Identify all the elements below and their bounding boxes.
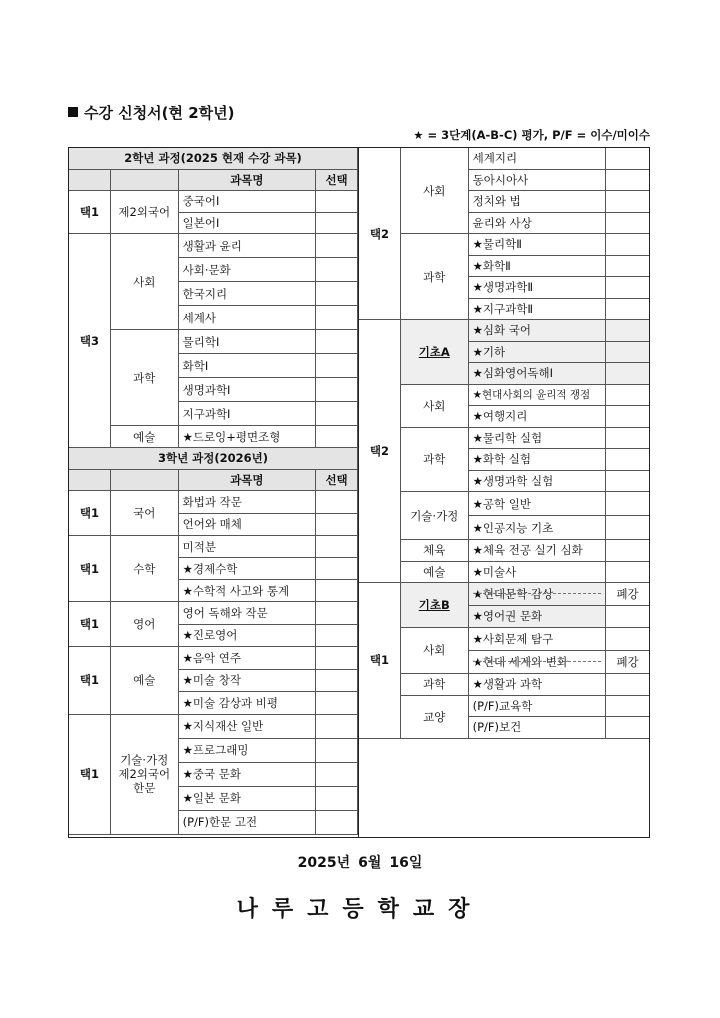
subject: 화법과 작문 [178,491,315,514]
subject: (P/F)교육학 [468,695,605,717]
area-label: 예술 [400,561,468,583]
subject: ★미술사 [468,561,605,583]
subject: 중국어Ⅰ [178,191,315,213]
choice-label: 택1 [69,602,111,647]
area-label: 과학 [110,330,178,426]
subject: ★수학적 사고와 통계 [178,580,315,602]
area-label: 체육 [400,540,468,562]
area-label: 제2외국어 [110,191,178,234]
subject: 생명과학Ⅰ [178,378,315,402]
subject: 세계지리 [468,148,605,170]
square-bullet-icon [68,107,78,117]
subject: ★중국 문화 [178,762,315,786]
subject: ★심화 국어 [468,320,605,342]
subject: 지구과학Ⅰ [178,402,315,426]
area-label: 과학 [400,427,468,492]
subject: 윤리와 사상 [468,212,605,234]
area-label: 기술·가정 [400,492,468,540]
area-label: 교양 [400,695,468,738]
col-select: 선택 [316,469,358,491]
subject: ★체육 전공 실기 심화 [468,540,605,562]
note: 폐강 [606,583,650,606]
subject: ★프로그래밍 [178,738,315,762]
area-line: 한문 [133,781,156,795]
table-frame [68,147,650,838]
subject: 사회·문화 [178,258,315,282]
choice-label: 택2 [359,148,401,320]
area-label: 기초A [400,320,468,385]
subject: ★생활과 과학 [468,673,605,695]
subject: ★영어권 문화 [468,606,605,628]
choice-label: 택1 [69,191,111,234]
subject: 정치와 법 [468,191,605,213]
section-header-2025: 2학년 과정(2025 현재 수강 과목) [69,148,358,170]
choice-label: 택2 [359,320,401,583]
area-label: 국어 [110,491,178,536]
choice-label: 택1 [69,536,111,602]
subject: ★음악 연주 [178,647,315,670]
area-label: 사회 [110,234,178,330]
subject: ★진로영어 [178,624,315,647]
col-select: 선택 [316,169,358,191]
area-label: 사회 [400,148,468,234]
page-title [68,102,235,123]
subject: 언어와 매체 [178,513,315,536]
choice-label: 택1 [359,583,401,739]
area-label: 과학 [400,234,468,320]
area-label: 사회 [400,627,468,673]
subject: ★화학 실험 [468,449,605,471]
school-principal: 나루고등학교장 [236,897,484,922]
subject: ★공학 일반 [468,492,605,516]
date-day: 16일 [389,855,423,871]
subject: 한국지리 [178,282,315,306]
subject: 영어 독해와 작문 [178,602,315,625]
choice-label: 택1 [69,714,111,834]
subject: 생활과 윤리 [178,234,315,258]
subject: 미적분 [178,536,315,558]
subject: ★물리학Ⅱ [468,234,605,256]
subject: ★물리학 실험 [468,427,605,449]
area-label: 예술 [110,426,178,448]
date-month: 6월 [358,855,382,871]
subject: ★일본 문화 [178,786,315,810]
choice-label: 택1 [69,491,111,536]
legend: ★ = 3단계(A-B-C) 평가, P/F = 이수/미이수 [413,128,650,142]
subject: ★현대문학 감상 [468,583,605,606]
area-line: 기술·가정 [120,753,169,767]
date-year: 2025년 [297,855,351,871]
subject: ★드로잉+평면조형 [178,426,315,448]
area-label: 예술 [110,647,178,715]
subject: ★사회문제 탐구 [468,627,605,650]
subject: (P/F)보건 [468,717,605,739]
area-line: 제2외국어 [118,767,171,781]
subject: ★심화영어독해Ⅰ [468,363,605,385]
subject: ★미술 창작 [178,669,315,692]
subject: ★현대사회의 윤리적 쟁점 [468,384,605,406]
area-label: 수학 [110,536,178,602]
section-header-2026: 3학년 과정(2026년) [69,448,358,470]
area-label: 영어 [110,602,178,647]
subject: 화학Ⅰ [178,354,315,378]
subject: ★경제수학 [178,558,315,580]
title-text: 수강 신청서(현 2학년) [84,104,235,122]
subject: ★미술 감상과 비평 [178,692,315,715]
date [0,852,720,872]
subject: 일본어Ⅰ [178,212,315,234]
subject: ★생명과학Ⅱ [468,277,605,299]
subject: (P/F)한문 고전 [178,810,315,834]
center-divider [358,147,359,838]
subject: 세계사 [178,306,315,330]
choice-label: 택1 [69,647,111,715]
note: 폐강 [606,650,650,673]
subject: ★생명과학 실험 [468,470,605,492]
area-label: 기초B [400,583,468,628]
subject: 물리학Ⅰ [178,330,315,354]
subject: ★지구과학Ⅱ [468,298,605,320]
area-label: 과학 [400,673,468,695]
choice-label: 택3 [69,234,111,448]
subject: ★기하 [468,341,605,363]
subject: ★여행지리 [468,406,605,428]
col-subject: 과목명 [178,169,315,191]
col-subject: 과목명 [178,469,315,491]
subject: ★인공지능 기초 [468,516,605,540]
subject: ★화학Ⅱ [468,255,605,277]
subject: ★지식재산 일반 [178,714,315,738]
area-label: 사회 [400,384,468,427]
subject: 동아시아사 [468,169,605,191]
subject: ★현대 세계와 변화 [468,650,605,673]
